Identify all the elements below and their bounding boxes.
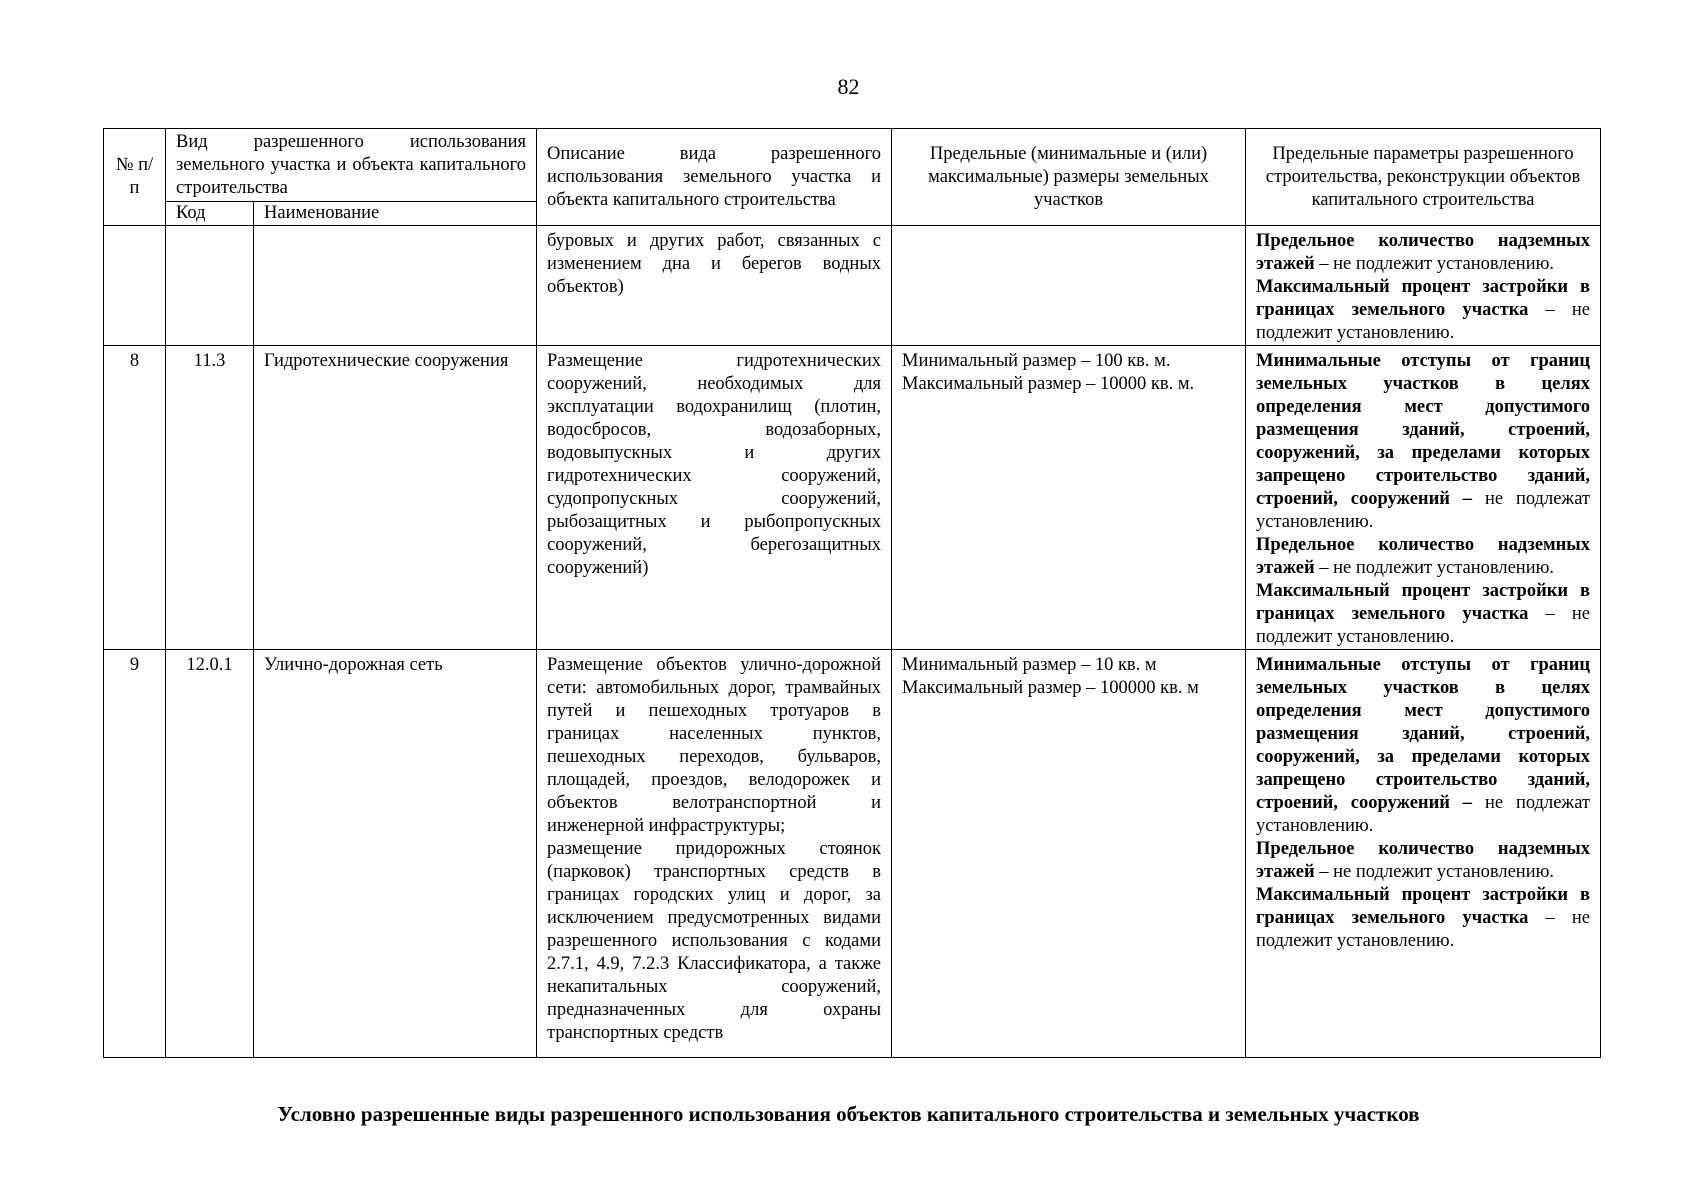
- header-sizes: Предельные (минимальные и (или) максимальные) размеры земельных участков: [892, 129, 1246, 226]
- param-bold: Минимальные отступы от границ земельных участков в целях определения мест допустимого размещения зданий, строений, сооружений, за пределами которых запрещено строительство зданий, строений, сооружений –: [1256, 655, 1591, 813]
- param-bold: Минимальные отступы от границ земельных участков в целях определения мест допустимого размещения зданий, строений, сооружений, за пределами которых запрещено строительство зданий, строений, сооружений –: [1256, 351, 1591, 509]
- param-text: не подлежат установлению.: [1256, 489, 1591, 532]
- param-text: – не подлежит установлению.: [1256, 300, 1591, 343]
- land-use-table: [103, 128, 1601, 1058]
- page-number: 82: [837, 74, 860, 99]
- param-paragraph: [1256, 838, 1590, 884]
- size-line: Максимальный размер – 100000 кв. м: [902, 678, 1199, 698]
- row-description: [537, 650, 892, 1058]
- param-paragraph: [1256, 884, 1590, 953]
- param-bold: Предельное количество надземных этажей: [1256, 839, 1591, 882]
- param-paragraph: [1256, 350, 1590, 534]
- row-sizes: [892, 346, 1246, 650]
- param-paragraph: [1256, 534, 1590, 580]
- param-text: – не подлежит установлению.: [1256, 604, 1591, 647]
- row-name: [254, 226, 537, 346]
- param-text: не подлежат установлению.: [1256, 793, 1591, 836]
- row-name: Улично-дорожная сеть: [254, 650, 537, 1058]
- row-code: 12.0.1: [166, 650, 254, 1058]
- row-sizes: [892, 650, 1246, 1058]
- description-paragraph: буровых и других работ, связанных с изменением дна и берегов водных объектов): [547, 231, 882, 297]
- row-num: 9: [104, 650, 166, 1058]
- row-description: [537, 346, 892, 650]
- param-bold: Максимальный процент застройки в границах земельного участка: [1256, 885, 1591, 928]
- table-row: [104, 226, 1601, 346]
- param-paragraph: [1256, 276, 1590, 345]
- table-body: [104, 226, 1601, 1058]
- param-text: – не подлежит установлению.: [1314, 558, 1555, 578]
- param-bold: Максимальный процент застройки в границах земельного участка: [1256, 277, 1591, 320]
- param-text: – не подлежит установлению.: [1314, 862, 1555, 882]
- size-line: Максимальный размер – 10000 кв. м.: [902, 374, 1195, 394]
- header-num: № п/п: [104, 129, 166, 226]
- header-kod: Код: [166, 202, 254, 226]
- header-vid: Вид разрешенного использования земельного участка и объекта капитального строительства: [166, 129, 537, 202]
- param-text: – не подлежит установлению.: [1314, 254, 1555, 274]
- param-bold: Предельное количество надземных этажей: [1256, 231, 1591, 274]
- header-params: Предельные параметры разрешенного строительства, реконструкции объектов капитального строительства: [1246, 129, 1601, 226]
- param-paragraph: [1256, 654, 1590, 838]
- row-name: Гидротехнические сооружения: [254, 346, 537, 650]
- row-description: [537, 226, 892, 346]
- table-row: [104, 650, 1601, 1058]
- param-text: – не подлежит установлению.: [1256, 908, 1591, 951]
- param-paragraph: [1256, 230, 1590, 276]
- size-line: Минимальный размер – 100 кв. м.: [902, 351, 1171, 371]
- table-row: [104, 346, 1601, 650]
- header-desc: Описание вида разрешенного использования земельного участка и объекта капитального строительства: [537, 129, 892, 226]
- row-code: [166, 226, 254, 346]
- row-sizes: [892, 226, 1246, 346]
- param-bold: Максимальный процент застройки в границах земельного участка: [1256, 581, 1591, 624]
- section-title: Условно разрешенные виды разрешенного использования объектов капитального строительства и земельных участков: [277, 1102, 1420, 1126]
- description-paragraph: Размещение гидротехнических сооружений, необходимых для эксплуатации водохранилищ (плотин, водосбросов, водозаборных, водовыпускных и других гидротехнических сооружений, судопропускных сооружений, рыбозащитных и рыбопропускных сооружений, берегозащитных сооружений): [547, 351, 882, 578]
- header-name: Наименование: [254, 202, 537, 226]
- row-params: [1246, 650, 1601, 1058]
- row-num: 8: [104, 346, 166, 650]
- row-params: [1246, 346, 1601, 650]
- row-num: [104, 226, 166, 346]
- param-paragraph: [1256, 580, 1590, 649]
- description-paragraph: Размещение объектов улично-дорожной сети: автомобильных дорог, трамвайных путей и пешеходных тротуаров в границах населенных пунктов, пешеходных переходов, бульваров, площадей, проездов, велодорожек и объектов велотранспортной и инженерной инфраструктуры;: [547, 655, 882, 836]
- row-params: [1246, 226, 1601, 346]
- param-bold: Предельное количество надземных этажей: [1256, 535, 1591, 578]
- row-code: 11.3: [166, 346, 254, 650]
- description-paragraph: размещение придорожных стоянок (парковок) транспортных средств в границах городских улиц и дорог, за исключением предусмотренных видами разрешенного использования с кодами 2.7.1, 4.9, 7.2.3 Классификатора, а также некапитальных сооружений, предназначенных для охраны транспортных средств: [547, 839, 882, 1043]
- size-line: Минимальный размер – 10 кв. м: [902, 655, 1157, 675]
